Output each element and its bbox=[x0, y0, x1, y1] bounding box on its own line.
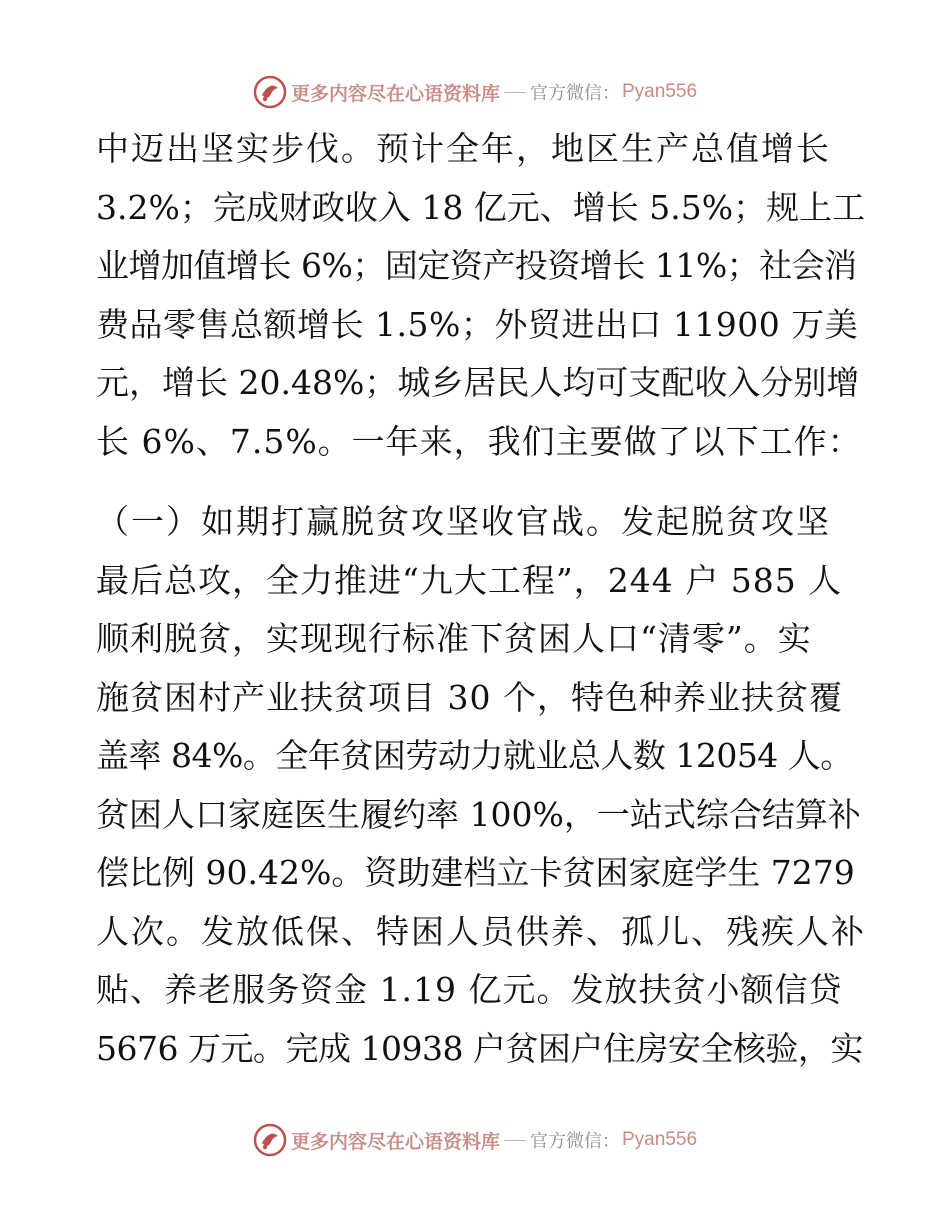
watermark-label: 官方微信： bbox=[530, 1131, 620, 1152]
paragraph bbox=[96, 493, 866, 1078]
document-body bbox=[96, 120, 866, 1078]
brand-logo-icon bbox=[253, 75, 287, 109]
paragraph-gap bbox=[96, 471, 866, 493]
footer-watermark bbox=[0, 1120, 950, 1160]
text-line: 顺利脱贫，实现现行标准下贫困人口“清零”。实 bbox=[96, 619, 812, 658]
watermark-account: Pyan556 bbox=[622, 81, 698, 102]
paragraph bbox=[96, 120, 866, 471]
text-line: 费品零售总额增长 1.5%；外贸进出口 11900 万美 bbox=[96, 304, 859, 344]
text-line: 施贫困村产业扶贫项目 30 个，特色种养业扶贫覆 bbox=[96, 677, 843, 717]
header-watermark bbox=[0, 72, 950, 112]
text-line: 中迈出坚实步伐。预计全年，地区生产总值增长 bbox=[96, 129, 831, 168]
watermark-divider bbox=[504, 1140, 526, 1141]
text-line: 偿比例 90.42%。资助建档立卡贫困家庭学生 7279 bbox=[96, 853, 855, 892]
text-line: 5676 万元。完成 10938 户贫困户住房安全核验，实 bbox=[96, 1028, 863, 1068]
text-line: 贫困人口家庭医生履约率 100%，一站式综合结算补 bbox=[96, 794, 861, 834]
text-line: 最后总攻，全力推进“九大工程”，244 户 585 人 bbox=[96, 560, 843, 600]
watermark-divider bbox=[504, 92, 526, 93]
text-line: 元，增长 20.48%；城乡居民人均可支配收入分别增 bbox=[96, 363, 860, 402]
watermark-text: 更多内容尽在心语资料库 bbox=[290, 1130, 500, 1153]
text-line: 长 6%、7.5%。一年来，我们主要做了以下工作： bbox=[96, 421, 862, 461]
watermark-text: 更多内容尽在心语资料库 bbox=[290, 82, 500, 105]
text-line: （一）如期打赢脱贫攻坚收官战。发起脱贫攻坚 bbox=[96, 502, 831, 541]
watermark-label: 官方微信： bbox=[530, 83, 620, 104]
text-line: 贴、养老服务资金 1.19 亿元。发放扶贫小额信贷 bbox=[96, 970, 843, 1009]
text-line: 盖率 84%。全年贫困劳动力就业总人数 12054 人。 bbox=[96, 736, 853, 775]
watermark-account: Pyan556 bbox=[622, 1129, 698, 1150]
text-line: 人次。发放低保、特困人员供养、孤儿、残疾人补 bbox=[96, 911, 866, 951]
text-line: 业增加值增长 6%；固定资产投资增长 11%；社会消 bbox=[96, 246, 857, 285]
text-line: 3.2%；完成财政收入 18 亿元、增长 5.5%；规上工 bbox=[96, 187, 866, 227]
brand-logo-icon bbox=[253, 1123, 287, 1157]
